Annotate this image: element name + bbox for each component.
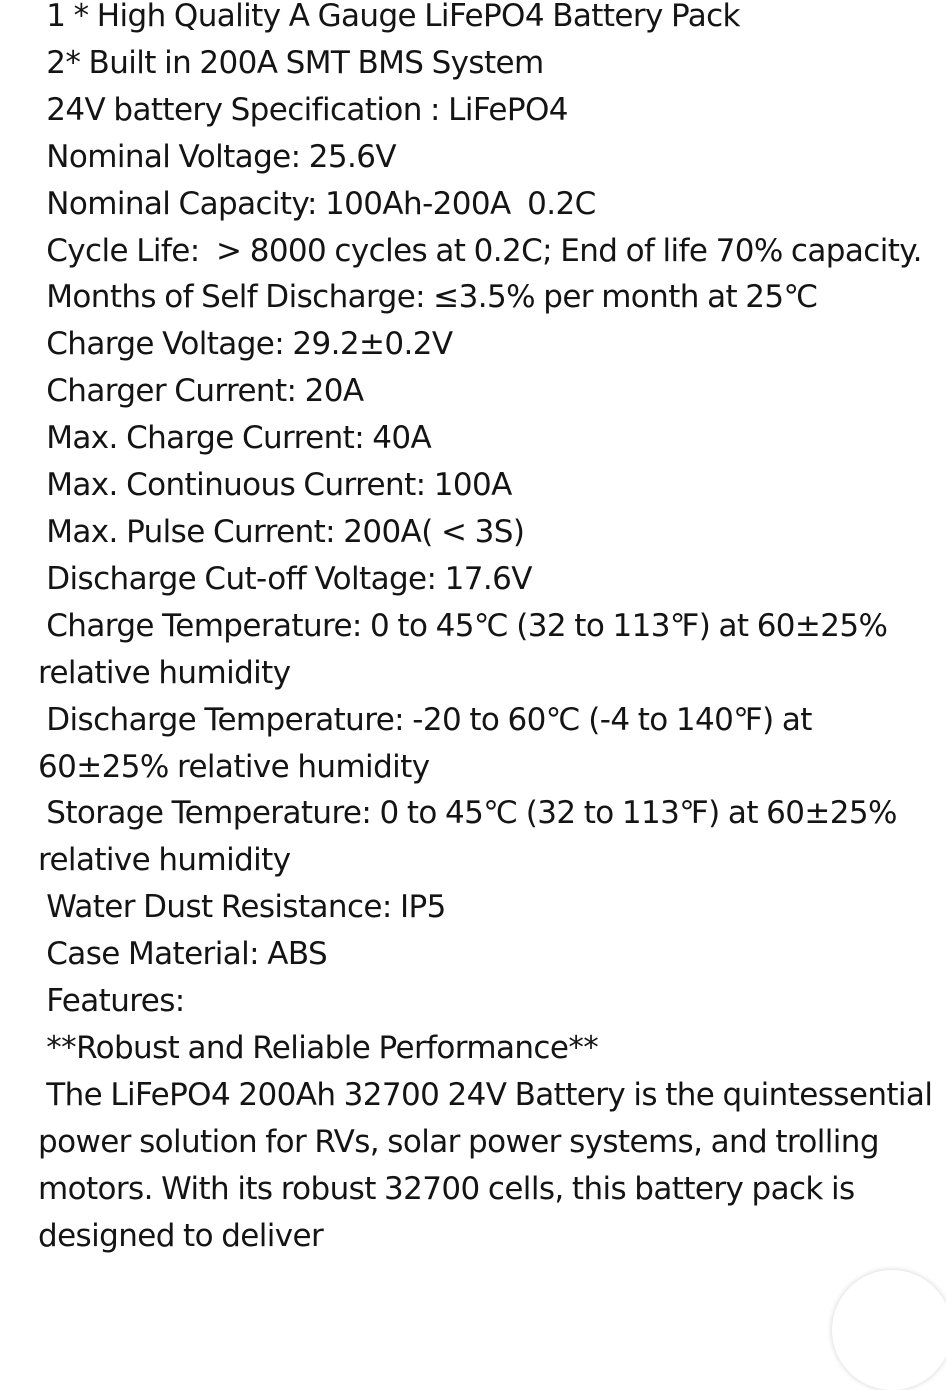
- description-line-11: Max. Continuous Current: 100A: [38, 467, 512, 504]
- description-line-1: 1 * High Quality A Gauge LiFePO4 Battery Pack: [38, 0, 740, 34]
- product-description: [38, 0, 941, 1259]
- description-line-4: Nominal Voltage: 25.6V: [38, 138, 396, 175]
- description-line-12: Max. Pulse Current: 200A( < 3S): [38, 513, 525, 550]
- description-line-15: Discharge Temperature: -20 to 60℃ (-4 to 140℉) at 60±25% relative humidity: [38, 701, 821, 785]
- description-line-14: Charge Temperature: 0 to 45℃ (32 to 113℉) at 60±25% relative humidity: [38, 607, 896, 691]
- description-line-3: 24V battery Specification : LiFePO4: [38, 91, 568, 128]
- description-line-13: Discharge Cut-off Voltage: 17.6V: [38, 560, 532, 597]
- description-line-5: Nominal Capacity: 100Ah-200A 0.2C: [38, 185, 596, 222]
- description-line-9: Charger Current: 20A: [38, 373, 364, 410]
- description-line-2: 2* Built in 200A SMT BMS System: [38, 44, 544, 81]
- description-line-20: **Robust and Reliable Performance**: [38, 1029, 599, 1066]
- description-line-8: Charge Voltage: 29.2±0.2V: [38, 326, 453, 363]
- description-line-19: Features:: [38, 983, 185, 1020]
- description-line-7: Months of Self Discharge: ≤3.5% per month at 25℃: [38, 279, 818, 316]
- description-line-21: The LiFePO4 200Ah 32700 24V Battery is the quintessential power solution for RVs, solar power systems, and trolling motors. With its robust 32700 cells, this battery pack is designed to deliver: [38, 1076, 941, 1254]
- description-line-10: Max. Charge Current: 40A: [38, 420, 432, 457]
- description-line-17: Water Dust Resistance: IP5: [38, 889, 446, 926]
- description-line-18: Case Material: ABS: [38, 936, 328, 973]
- description-line-6: Cycle Life: > 8000 cycles at 0.2C; End of life 70% capacity.: [38, 232, 922, 269]
- floating-action-button[interactable]: [832, 1270, 946, 1390]
- description-line-16: Storage Temperature: 0 to 45℃ (32 to 113℉) at 60±25% relative humidity: [38, 795, 906, 879]
